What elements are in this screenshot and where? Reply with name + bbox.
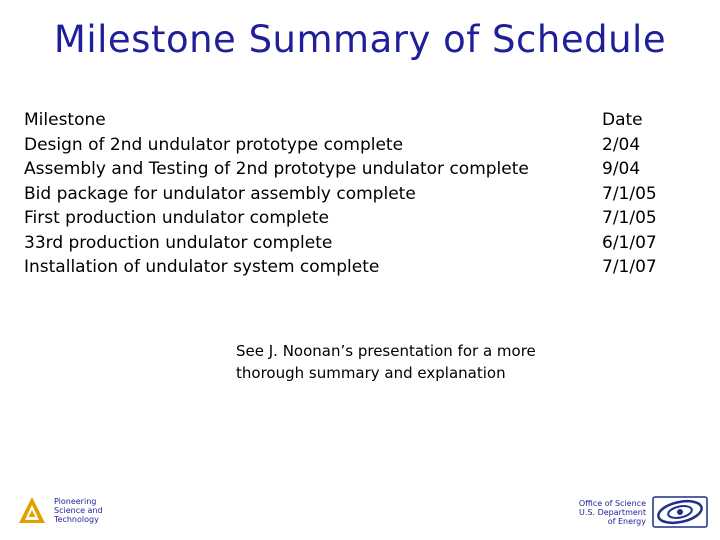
date-cell: 6/1/07 bbox=[602, 232, 657, 253]
date-cell: 2/04 bbox=[602, 134, 641, 155]
milestone-cell: 33rd production undulator complete bbox=[24, 232, 333, 253]
milestone-table bbox=[24, 108, 674, 280]
table-row bbox=[24, 182, 674, 207]
presentation-note: See J. Noonan’s presentation for a more thorough summary and explanation bbox=[236, 342, 536, 382]
footer-left bbox=[18, 496, 103, 524]
milestone-cell: First production undulator complete bbox=[24, 208, 329, 228]
milestone-cell: Design of 2nd undulator prototype complete bbox=[24, 134, 404, 155]
milestone-column-header: Milestone bbox=[24, 110, 106, 130]
footer-left-line: Science and bbox=[54, 505, 103, 515]
footer-left-line: Technology bbox=[54, 514, 99, 524]
milestone-cell: Installation of undulator system complete bbox=[24, 257, 380, 277]
date-cell: 7/1/05 bbox=[602, 208, 657, 228]
footer-right-line: Office of Science bbox=[578, 498, 646, 508]
footer-right-text bbox=[579, 499, 646, 526]
table-row bbox=[24, 133, 674, 158]
doe-logo-icon bbox=[652, 496, 708, 528]
table-row bbox=[24, 231, 674, 256]
argonne-logo-icon bbox=[18, 496, 46, 524]
footer-left-text bbox=[54, 497, 103, 524]
date-cell: 9/04 bbox=[602, 159, 641, 179]
table-row bbox=[24, 206, 674, 231]
table-row bbox=[24, 255, 674, 280]
date-column-header: Date bbox=[602, 110, 643, 130]
date-cell: 7/1/05 bbox=[602, 183, 657, 204]
milestone-cell: Bid package for undulator assembly complete bbox=[24, 183, 416, 204]
milestone-cell: Assembly and Testing of 2nd prototype undulator complete bbox=[24, 159, 529, 179]
page-title: Milestone Summary of Schedule bbox=[53, 18, 667, 61]
footer-left-line: Pioneering bbox=[54, 496, 97, 506]
date-cell: 7/1/07 bbox=[602, 257, 657, 277]
table-header bbox=[24, 108, 674, 133]
footer-right bbox=[579, 496, 708, 528]
footer-right-line: of Energy bbox=[607, 516, 646, 526]
table-row bbox=[24, 157, 674, 182]
footer-right-line: U.S. Department bbox=[579, 507, 646, 517]
